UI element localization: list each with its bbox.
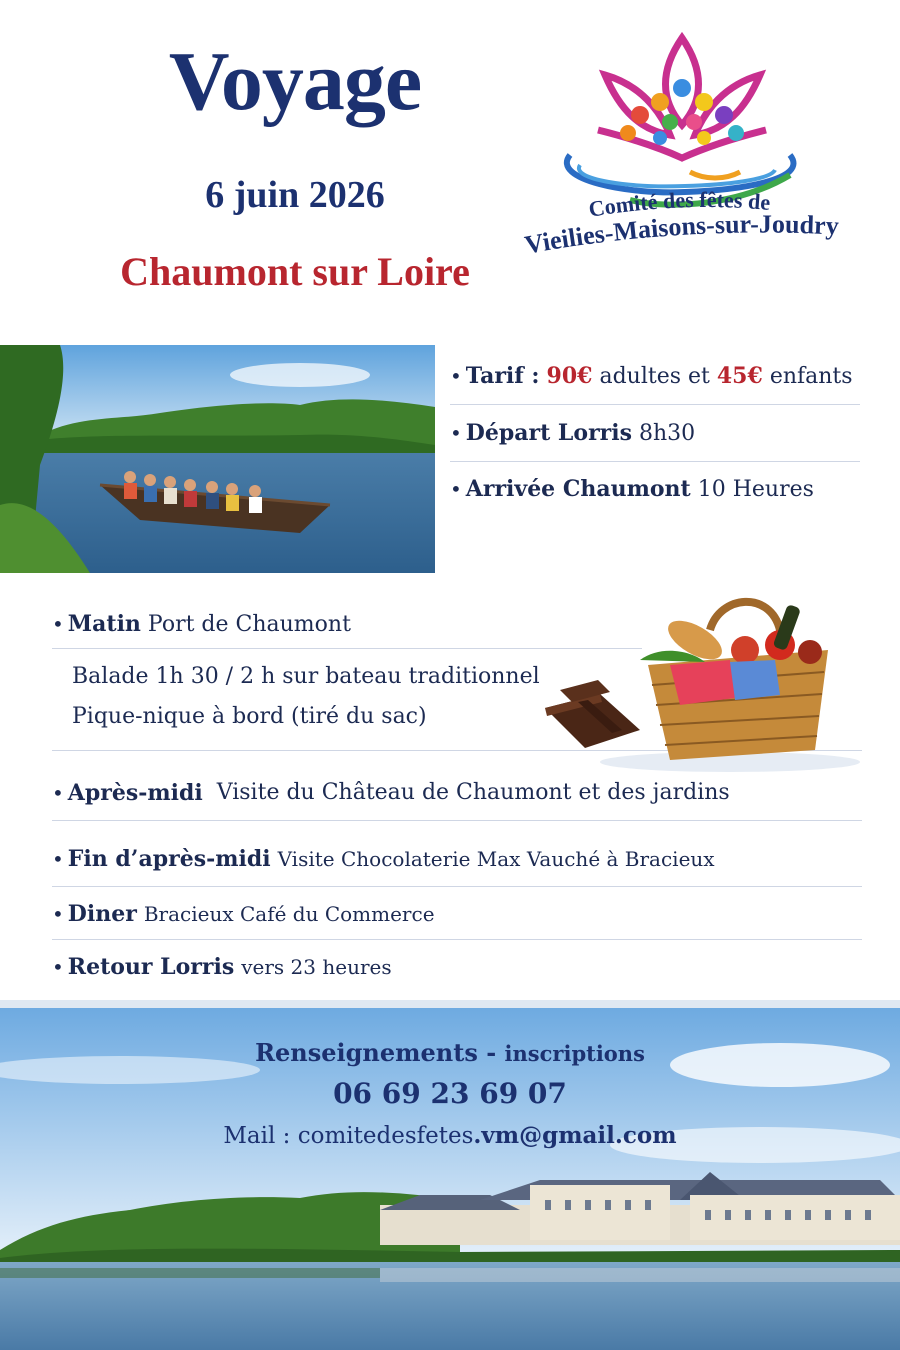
schedule-return — [52, 942, 862, 992]
return-label: Retour Lorris — [67, 954, 235, 980]
bullet-icon: • — [52, 780, 64, 805]
morning-label: Matin — [67, 611, 141, 637]
contact-heading-tail: inscriptions — [504, 1041, 645, 1066]
info-depart — [450, 405, 860, 462]
event-date: 6 juin 2026 — [205, 174, 385, 216]
logo-line1: Comité des fêtes de — [586, 186, 772, 222]
schedule-afternoon — [52, 765, 862, 821]
afternoon-value: Visite du Château de Chaumont et des jardins — [216, 780, 730, 805]
dinner-label: Diner — [67, 900, 137, 927]
boat-photo — [0, 345, 435, 573]
arrivee-label: Arrivée Chaumont — [465, 476, 691, 502]
picnic-illustration — [530, 590, 870, 775]
bullet-icon: • — [52, 847, 64, 871]
destination: Chaumont sur Loire — [120, 249, 470, 294]
bullet-icon: • — [52, 612, 64, 636]
bullet-icon: • — [52, 901, 64, 926]
late-afternoon-value: Visite Chocolaterie Max Vauché à Bracieux — [277, 847, 715, 871]
tarif-label: Tarif : — [465, 363, 540, 389]
return-value: vers 23 heures — [241, 955, 392, 979]
arrivee-time: 10 Heures — [697, 476, 814, 502]
chocolate-icon — [545, 680, 640, 748]
info-arrivee — [450, 461, 860, 517]
bullet-icon: • — [52, 955, 64, 979]
text-adult: adultes et — [599, 363, 710, 389]
afternoon-label: Après-midi — [67, 779, 203, 806]
contact-heading-sep: - — [486, 1038, 497, 1067]
mail-user[interactable]: comitedesfetes — [297, 1123, 474, 1149]
bullet-icon: • — [450, 421, 462, 445]
schedule-dinner — [52, 888, 862, 940]
contact-heading — [0, 1038, 900, 1067]
depart-time: 8h30 — [639, 420, 696, 446]
bullet-icon: • — [450, 477, 462, 501]
morning-detail-1: Balade 1h 30 / 2 h sur bateau traditionnel — [72, 664, 540, 689]
late-afternoon-label: Fin d’après-midi — [67, 846, 271, 872]
bullet-icon: • — [450, 364, 462, 388]
morning-value: Port de Chaumont — [147, 611, 351, 637]
contact-phone[interactable]: 06 69 23 69 07 — [333, 1077, 567, 1110]
text-child: enfants — [769, 363, 853, 389]
svg-text:Vieilies-Maisons-sur-Joudry — [523, 209, 840, 259]
mail-domain[interactable]: .vm@gmail.com — [473, 1122, 677, 1149]
logo-line2: Vieilies-Maisons-sur-Joudry — [522, 209, 840, 260]
mail-label: Mail : — [223, 1123, 291, 1149]
price-adult: 90€ — [546, 363, 593, 389]
page-title: Voyage — [168, 35, 422, 128]
contact-heading-main: Renseignements — [255, 1038, 478, 1067]
committee-logo — [510, 30, 850, 290]
info-tarif — [450, 348, 860, 405]
contact-mail[interactable] — [0, 1122, 900, 1149]
lotus-logo-icon — [510, 30, 850, 290]
depart-label: Départ Lorris — [465, 420, 632, 446]
schedule-late-afternoon — [52, 832, 862, 887]
picnic-basket-icon — [640, 602, 828, 760]
dinner-value: Bracieux Café du Commerce — [143, 901, 435, 926]
morning-detail-2: Pique-nique à bord (tiré du sac) — [72, 704, 427, 729]
price-child: 45€ — [716, 363, 763, 389]
